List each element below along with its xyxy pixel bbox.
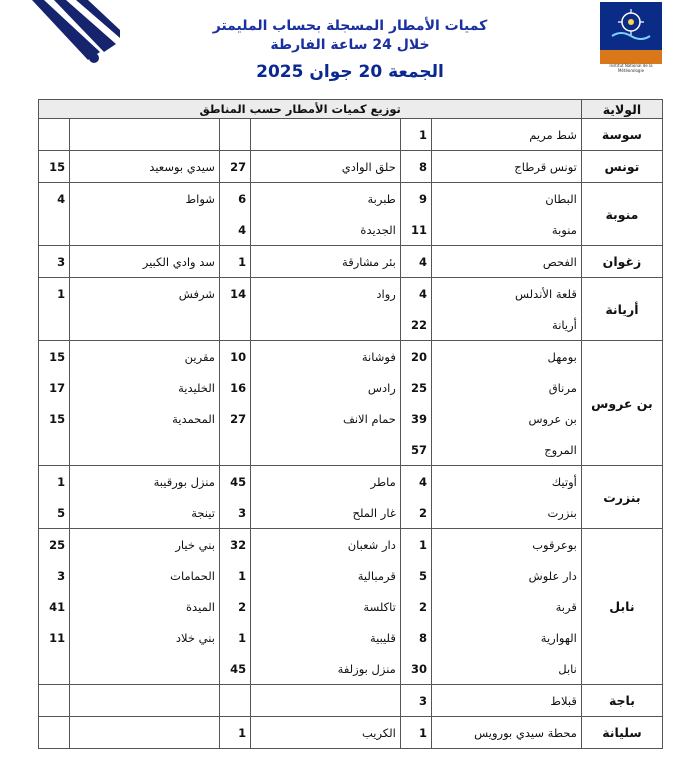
station-name: الخليدية	[70, 372, 220, 403]
station-name: بني خلاد	[70, 622, 220, 653]
station-name: نابل	[432, 653, 582, 685]
governorate-cell: تونس	[581, 151, 662, 183]
table-row	[39, 341, 663, 373]
value-cell: 45	[219, 466, 250, 498]
value-cell: 4	[400, 278, 431, 310]
governorate-cell: سليانة	[581, 717, 662, 749]
value-cell: 45	[219, 653, 250, 685]
station-name: تونس قرطاج	[432, 151, 582, 183]
station-name: البطان	[432, 183, 582, 215]
station-name	[70, 653, 220, 685]
value-cell: 1	[219, 622, 250, 653]
value-cell: 20	[400, 341, 431, 373]
value-cell: 3	[400, 685, 431, 717]
value-cell: 4	[219, 214, 250, 246]
page-title: كميات الأمطار المسجلة بحساب المليمتر	[212, 18, 488, 34]
value-cell: 41	[39, 591, 70, 622]
table-header-row	[39, 100, 663, 119]
station-name: شواط	[70, 183, 220, 215]
governorate-cell: منوبة	[581, 183, 662, 246]
value-cell: 10	[219, 341, 250, 373]
governorate-cell: بن عروس	[581, 341, 662, 466]
value-cell: 27	[219, 403, 250, 434]
value-cell: 1	[219, 717, 250, 749]
table-row	[39, 560, 663, 591]
station-name: شط مريم	[432, 119, 582, 151]
station-name	[70, 434, 220, 466]
governorate-cell: أريانة	[581, 278, 662, 341]
station-name	[251, 685, 401, 717]
station-name: أريانة	[432, 309, 582, 341]
value-cell	[39, 653, 70, 685]
value-cell: 11	[39, 622, 70, 653]
station-name: منوبة	[432, 214, 582, 246]
station-name	[70, 309, 220, 341]
value-cell: 15	[39, 341, 70, 373]
station-name: قربة	[432, 591, 582, 622]
station-name: الكريب	[251, 717, 401, 749]
station-name	[251, 434, 401, 466]
station-name: تينجة	[70, 497, 220, 529]
value-cell	[219, 119, 250, 151]
value-cell: 39	[400, 403, 431, 434]
value-cell: 1	[400, 119, 431, 151]
station-name: بني خيار	[70, 529, 220, 561]
table-row	[39, 278, 663, 310]
station-name: قليبية	[251, 622, 401, 653]
logo-orange-band	[600, 50, 662, 64]
value-cell: 9	[400, 183, 431, 215]
governorate-cell: زغوان	[581, 246, 662, 278]
value-cell: 3	[39, 560, 70, 591]
value-cell: 1	[400, 529, 431, 561]
value-cell: 1	[39, 466, 70, 498]
value-cell: 15	[39, 151, 70, 183]
station-name: منزل بوزلفة	[251, 653, 401, 685]
value-cell: 5	[400, 560, 431, 591]
station-name: بومهل	[432, 341, 582, 373]
station-name: شرفش	[70, 278, 220, 310]
station-name: الجديدة	[251, 214, 401, 246]
value-cell: 22	[400, 309, 431, 341]
value-cell: 25	[400, 372, 431, 403]
station-name: رادس	[251, 372, 401, 403]
station-name: سد وادي الكبير	[70, 246, 220, 278]
station-name: طبربة	[251, 183, 401, 215]
table-row	[39, 622, 663, 653]
value-cell	[39, 119, 70, 151]
station-name: تاكلسة	[251, 591, 401, 622]
station-name: قلعة الأندلس	[432, 278, 582, 310]
station-name: بئر مشارقة	[251, 246, 401, 278]
station-name: ماطر	[251, 466, 401, 498]
station-name	[70, 685, 220, 717]
value-cell: 3	[39, 246, 70, 278]
station-name: غار الملح	[251, 497, 401, 529]
station-name: الحمامات	[70, 560, 220, 591]
value-cell: 5	[39, 497, 70, 529]
value-cell: 16	[219, 372, 250, 403]
value-cell: 3	[219, 497, 250, 529]
table-row	[39, 685, 663, 717]
table-row	[39, 403, 663, 434]
station-name: منزل بورقيبة	[70, 466, 220, 498]
station-name: دار علوش	[432, 560, 582, 591]
value-cell: 17	[39, 372, 70, 403]
table-row	[39, 214, 663, 246]
decorative-stripes-logo	[30, 0, 120, 70]
table-row	[39, 151, 663, 183]
table-row	[39, 591, 663, 622]
station-name: بوعرقوب	[432, 529, 582, 561]
station-name: المروج	[432, 434, 582, 466]
station-name: أوتيك	[432, 466, 582, 498]
logo-caption: Institut National de la Météorologie	[609, 63, 653, 73]
value-cell: 2	[400, 591, 431, 622]
governorate-cell: سوسة	[581, 119, 662, 151]
report-date: الجمعة 20 جوان 2025	[256, 62, 444, 82]
table-row	[39, 653, 663, 685]
value-cell: 1	[39, 278, 70, 310]
value-cell: 15	[39, 403, 70, 434]
station-name	[70, 214, 220, 246]
value-cell: 11	[400, 214, 431, 246]
station-name: حلق الوادي	[251, 151, 401, 183]
governorate-cell: باجة	[581, 685, 662, 717]
station-name: فوشانة	[251, 341, 401, 373]
inm-logo	[600, 2, 662, 64]
station-name: مرناق	[432, 372, 582, 403]
station-name: سيدي بوسعيد	[70, 151, 220, 183]
station-name	[70, 119, 220, 151]
value-cell	[39, 214, 70, 246]
table-row	[39, 497, 663, 529]
table-row	[39, 434, 663, 466]
station-name: الهوارية	[432, 622, 582, 653]
value-cell	[39, 685, 70, 717]
governorate-cell: بنزرت	[581, 466, 662, 529]
governorate-cell: نابل	[581, 529, 662, 685]
station-name: بنزرت	[432, 497, 582, 529]
table-row	[39, 119, 663, 151]
table-row	[39, 717, 663, 749]
value-cell: 57	[400, 434, 431, 466]
value-cell: 1	[219, 560, 250, 591]
value-cell	[39, 434, 70, 466]
station-name: قرمبالية	[251, 560, 401, 591]
value-cell: 32	[219, 529, 250, 561]
station-name: حمام الانف	[251, 403, 401, 434]
value-cell: 25	[39, 529, 70, 561]
value-cell	[219, 434, 250, 466]
station-name: المحمدية	[70, 403, 220, 434]
weather-emblem-icon	[606, 6, 656, 44]
station-name: رواد	[251, 278, 401, 310]
value-cell: 2	[219, 591, 250, 622]
value-cell	[219, 309, 250, 341]
station-name	[251, 119, 401, 151]
rainfall-table-container	[38, 99, 663, 749]
value-cell: 30	[400, 653, 431, 685]
station-name: الفحص	[432, 246, 582, 278]
value-cell: 14	[219, 278, 250, 310]
table-row	[39, 183, 663, 215]
station-name	[251, 309, 401, 341]
station-name: قبلاط	[432, 685, 582, 717]
station-name	[70, 717, 220, 749]
governorate-header: الولاية	[581, 100, 662, 119]
value-cell: 4	[400, 466, 431, 498]
value-cell: 8	[400, 622, 431, 653]
value-cell: 1	[400, 717, 431, 749]
table-row	[39, 372, 663, 403]
station-name: محطة سيدي بورويس	[432, 717, 582, 749]
value-cell: 1	[219, 246, 250, 278]
table-row	[39, 309, 663, 341]
value-cell: 2	[400, 497, 431, 529]
value-cell: 4	[39, 183, 70, 215]
distribution-header: توزيع كميات الأمطار حسب المناطق	[39, 100, 582, 119]
value-cell	[219, 685, 250, 717]
station-name: الميدة	[70, 591, 220, 622]
station-name: بن عروس	[432, 403, 582, 434]
page-subtitle: خلال 24 ساعة الفارطة	[270, 37, 430, 53]
rainfall-table	[38, 99, 663, 749]
table-row	[39, 466, 663, 498]
value-cell: 8	[400, 151, 431, 183]
value-cell	[39, 717, 70, 749]
table-row	[39, 246, 663, 278]
table-row	[39, 529, 663, 561]
station-name: مقرين	[70, 341, 220, 373]
station-name: دار شعبان	[251, 529, 401, 561]
value-cell: 6	[219, 183, 250, 215]
value-cell: 27	[219, 151, 250, 183]
value-cell: 4	[400, 246, 431, 278]
value-cell	[39, 309, 70, 341]
